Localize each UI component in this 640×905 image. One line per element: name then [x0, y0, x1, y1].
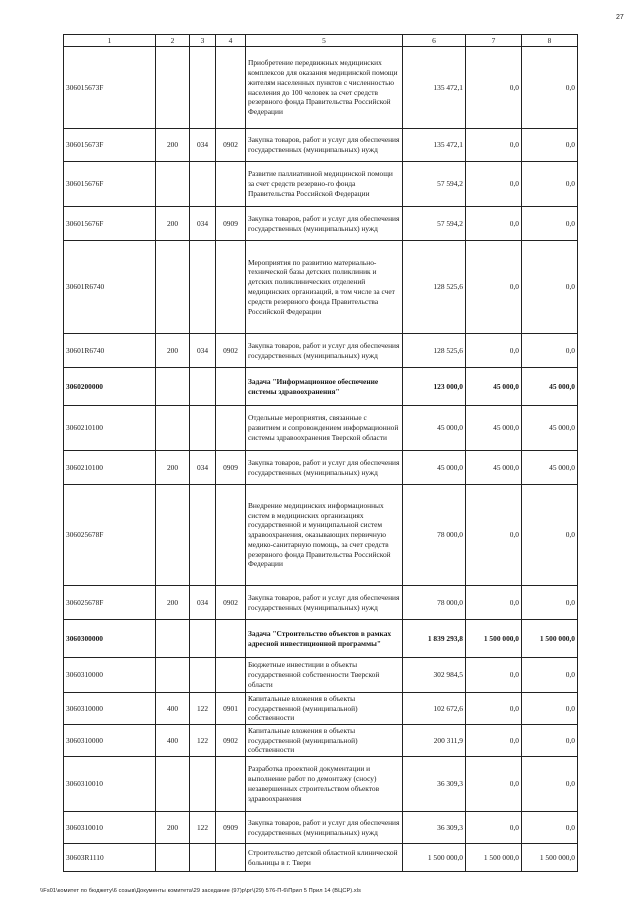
column-header: 5 — [246, 35, 403, 47]
row-expense-type — [156, 620, 190, 658]
row-admin-code — [190, 47, 216, 129]
row-amount-col8: 0,0 — [522, 812, 578, 844]
row-amount-col6: 123 000,0 — [403, 368, 466, 406]
row-amount-col7: 1 500 000,0 — [466, 620, 522, 658]
row-amount-col6: 135 472,1 — [403, 129, 466, 162]
table-row — [64, 586, 578, 620]
row-description: Развитие паллиативной медицинской помощи за счет средств резервно-го фонда Правительства Российской Федерации — [246, 162, 403, 207]
row-code: 30601R6740 — [64, 334, 156, 368]
row-amount-col6: 200 311,9 — [403, 725, 466, 757]
row-admin-code: 034 — [190, 334, 216, 368]
row-amount-col8: 0,0 — [522, 725, 578, 757]
row-admin-code: 034 — [190, 129, 216, 162]
row-expense-type: 200 — [156, 129, 190, 162]
row-amount-col6: 45 000,0 — [403, 451, 466, 485]
row-code: 30603R1110 — [64, 844, 156, 872]
row-admin-code: 034 — [190, 586, 216, 620]
row-amount-col8: 0,0 — [522, 47, 578, 129]
row-code: 306025678F — [64, 586, 156, 620]
row-section-code: 0902 — [216, 725, 246, 757]
row-section-code: 0909 — [216, 451, 246, 485]
row-code: 306015673F — [64, 129, 156, 162]
table-row — [64, 406, 578, 451]
row-expense-type: 400 — [156, 693, 190, 725]
table-row — [64, 725, 578, 757]
row-code: 3060310000 — [64, 658, 156, 693]
row-code: 3060200000 — [64, 368, 156, 406]
table-row — [64, 207, 578, 241]
row-amount-col7: 0,0 — [466, 725, 522, 757]
row-admin-code: 034 — [190, 451, 216, 485]
row-admin-code: 122 — [190, 693, 216, 725]
row-amount-col6: 1 500 000,0 — [403, 844, 466, 872]
row-amount-col8: 0,0 — [522, 693, 578, 725]
row-section-code — [216, 368, 246, 406]
row-amount-col6: 135 472,1 — [403, 47, 466, 129]
row-description: Капитальные вложения в объекты государственной (муниципальной) собственности — [246, 693, 403, 725]
column-header: 4 — [216, 35, 246, 47]
row-description: Закупка товаров, работ и услуг для обеспечения государственных (муниципальных) нужд — [246, 129, 403, 162]
row-amount-col8: 0,0 — [522, 586, 578, 620]
row-section-code: 0909 — [216, 207, 246, 241]
row-code: 3060210100 — [64, 406, 156, 451]
row-amount-col7: 0,0 — [466, 485, 522, 586]
row-code: 3060310000 — [64, 725, 156, 757]
row-description: Задача "Строительство объектов в рамках адресной инвестиционной программы" — [246, 620, 403, 658]
row-amount-col8: 0,0 — [522, 334, 578, 368]
row-amount-col7: 0,0 — [466, 241, 522, 334]
table-row — [64, 129, 578, 162]
row-expense-type: 200 — [156, 334, 190, 368]
row-expense-type: 200 — [156, 812, 190, 844]
table-header-row — [64, 35, 578, 47]
row-admin-code: 122 — [190, 725, 216, 757]
table-row — [64, 658, 578, 693]
row-section-code: 0902 — [216, 334, 246, 368]
table-row — [64, 334, 578, 368]
row-code: 30601R6740 — [64, 241, 156, 334]
page-number: 27 — [616, 14, 624, 21]
row-expense-type — [156, 844, 190, 872]
row-code: 3060310000 — [64, 693, 156, 725]
budget-table — [63, 34, 578, 872]
row-expense-type — [156, 162, 190, 207]
row-amount-col7: 1 500 000,0 — [466, 844, 522, 872]
row-amount-col7: 0,0 — [466, 586, 522, 620]
row-admin-code — [190, 620, 216, 658]
row-section-code — [216, 162, 246, 207]
row-admin-code — [190, 844, 216, 872]
row-amount-col8: 0,0 — [522, 129, 578, 162]
row-expense-type: 200 — [156, 207, 190, 241]
row-admin-code — [190, 485, 216, 586]
row-amount-col7: 0,0 — [466, 47, 522, 129]
row-amount-col8: 45 000,0 — [522, 368, 578, 406]
row-expense-type — [156, 47, 190, 129]
row-description: Закупка товаров, работ и услуг для обеспечения государственных (муниципальных) нужд — [246, 451, 403, 485]
row-description: Капитальные вложения в объекты государственной (муниципальной) собственности — [246, 725, 403, 757]
column-header: 6 — [403, 35, 466, 47]
row-expense-type — [156, 485, 190, 586]
row-description: Закупка товаров, работ и услуг для обеспечения государственных (муниципальных) нужд — [246, 334, 403, 368]
row-expense-type: 200 — [156, 451, 190, 485]
row-amount-col8: 0,0 — [522, 207, 578, 241]
row-section-code: 0902 — [216, 129, 246, 162]
table-row — [64, 485, 578, 586]
row-amount-col7: 0,0 — [466, 658, 522, 693]
row-section-code — [216, 241, 246, 334]
row-section-code — [216, 620, 246, 658]
table-body — [64, 35, 578, 872]
row-admin-code — [190, 368, 216, 406]
row-amount-col8: 0,0 — [522, 485, 578, 586]
row-code: 3060310010 — [64, 812, 156, 844]
row-description: Закупка товаров, работ и услуг для обеспечения государственных (муниципальных) нужд — [246, 586, 403, 620]
row-code: 306015676F — [64, 162, 156, 207]
row-amount-col7: 0,0 — [466, 334, 522, 368]
row-description: Закупка товаров, работ и услуг для обеспечения государственных (муниципальных) нужд — [246, 812, 403, 844]
table-row — [64, 162, 578, 207]
row-amount-col7: 0,0 — [466, 693, 522, 725]
row-expense-type — [156, 368, 190, 406]
row-amount-col6: 102 672,6 — [403, 693, 466, 725]
row-amount-col7: 45 000,0 — [466, 451, 522, 485]
table-row — [64, 812, 578, 844]
row-admin-code: 122 — [190, 812, 216, 844]
row-admin-code — [190, 406, 216, 451]
row-description: Приобретение передвижных медицинских комплексов для оказания медицинской помощи жителям населенных пунктов с численностью населения до 100 человек за счет средств резервного фонда Правительства Российской Федерации — [246, 47, 403, 129]
row-section-code: 0901 — [216, 693, 246, 725]
row-amount-col6: 57 594,2 — [403, 162, 466, 207]
row-amount-col6: 36 309,3 — [403, 812, 466, 844]
row-description: Бюджетные инвестиции в объекты государственной собственности Тверской области — [246, 658, 403, 693]
row-expense-type: 200 — [156, 586, 190, 620]
table-row — [64, 757, 578, 812]
row-amount-col6: 78 000,0 — [403, 485, 466, 586]
row-expense-type — [156, 757, 190, 812]
row-description: Разработка проектной документации и выполнение работ по демонтажу (сносу) незавершенных строительством объектов здравоохранения — [246, 757, 403, 812]
row-amount-col8: 45 000,0 — [522, 406, 578, 451]
row-amount-col8: 0,0 — [522, 658, 578, 693]
table-row — [64, 47, 578, 129]
row-amount-col6: 128 525,6 — [403, 334, 466, 368]
row-amount-col7: 0,0 — [466, 757, 522, 812]
row-amount-col6: 45 000,0 — [403, 406, 466, 451]
row-amount-col8: 0,0 — [522, 162, 578, 207]
row-description: Внедрение медицинских информационных систем в медицинских организациях государственной и муниципальной систем здравоохранения, оказывающих первичную медико-санитарную помощь, за счет средств резервного фонда Правительства Российской Федерации — [246, 485, 403, 586]
row-section-code — [216, 47, 246, 129]
table-row — [64, 451, 578, 485]
row-section-code: 0909 — [216, 812, 246, 844]
row-code: 3060210100 — [64, 451, 156, 485]
table-row — [64, 368, 578, 406]
table-row — [64, 844, 578, 872]
row-admin-code — [190, 757, 216, 812]
table-row — [64, 693, 578, 725]
row-amount-col7: 45 000,0 — [466, 406, 522, 451]
row-code: 3060300000 — [64, 620, 156, 658]
row-amount-col7: 0,0 — [466, 129, 522, 162]
row-code: 306025678F — [64, 485, 156, 586]
row-amount-col8: 45 000,0 — [522, 451, 578, 485]
row-admin-code — [190, 658, 216, 693]
column-header: 2 — [156, 35, 190, 47]
row-expense-type — [156, 658, 190, 693]
row-admin-code — [190, 241, 216, 334]
row-amount-col6: 57 594,2 — [403, 207, 466, 241]
row-admin-code — [190, 162, 216, 207]
row-amount-col8: 0,0 — [522, 757, 578, 812]
row-section-code — [216, 658, 246, 693]
row-description: Закупка товаров, работ и услуг для обеспечения государственных (муниципальных) нужд — [246, 207, 403, 241]
row-amount-col8: 0,0 — [522, 241, 578, 334]
row-code: 306015673F — [64, 47, 156, 129]
row-amount-col8: 1 500 000,0 — [522, 620, 578, 658]
row-description: Строительство детской областной клинической больницы в г. Твери — [246, 844, 403, 872]
file-path-footer: \\Fs01\комитет по бюджету\6 созыв\Документы комитета\29 заседание (97)р\рг\(29) 576-П-6\Прил 5 Прил 14 (ВЦСР).xls — [40, 888, 362, 894]
row-amount-col7: 0,0 — [466, 812, 522, 844]
row-description: Мероприятия по развитию материально-технической базы детских поликлиник и детских поликлинических отделений медицинских организаций, в том числе за счет средств резервного фонда Правительства Российской Федерации — [246, 241, 403, 334]
row-code: 306015676F — [64, 207, 156, 241]
table-row — [64, 241, 578, 334]
row-amount-col8: 1 500 000,0 — [522, 844, 578, 872]
row-amount-col7: 45 000,0 — [466, 368, 522, 406]
row-code: 3060310010 — [64, 757, 156, 812]
row-section-code — [216, 406, 246, 451]
row-section-code — [216, 844, 246, 872]
row-expense-type: 400 — [156, 725, 190, 757]
row-amount-col6: 1 839 293,8 — [403, 620, 466, 658]
row-amount-col6: 302 984,5 — [403, 658, 466, 693]
row-description: Задача "Информационное обеспечение системы здравоохранения" — [246, 368, 403, 406]
row-section-code — [216, 757, 246, 812]
row-amount-col6: 128 525,6 — [403, 241, 466, 334]
row-expense-type — [156, 406, 190, 451]
row-section-code: 0902 — [216, 586, 246, 620]
row-amount-col6: 78 000,0 — [403, 586, 466, 620]
row-amount-col6: 36 309,3 — [403, 757, 466, 812]
row-description: Отдельные мероприятия, связанные с развитием и сопровождением информационной системы здравоохранения Тверской области — [246, 406, 403, 451]
row-amount-col7: 0,0 — [466, 162, 522, 207]
column-header: 8 — [522, 35, 578, 47]
row-amount-col7: 0,0 — [466, 207, 522, 241]
column-header: 3 — [190, 35, 216, 47]
table-row — [64, 620, 578, 658]
row-admin-code: 034 — [190, 207, 216, 241]
column-header: 1 — [64, 35, 156, 47]
row-expense-type — [156, 241, 190, 334]
row-section-code — [216, 485, 246, 586]
column-header: 7 — [466, 35, 522, 47]
